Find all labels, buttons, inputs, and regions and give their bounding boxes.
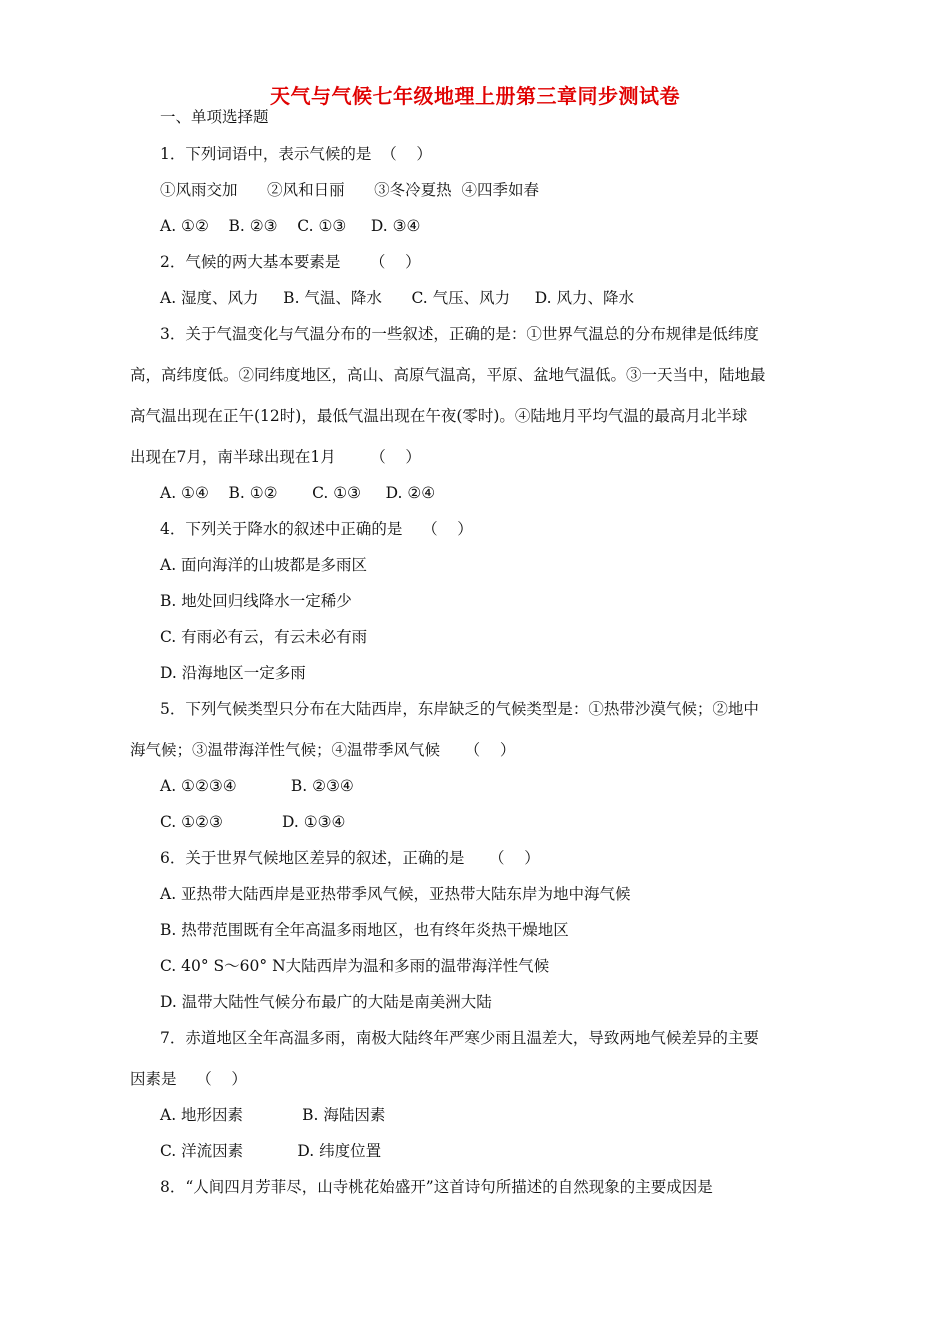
question-6: 6．关于世界气候地区差异的叙述，正确的是 （ ） — [160, 849, 540, 867]
question-4-option-a: A. 面向海洋的山坡都是多雨区 — [160, 556, 368, 574]
question-1-options: A. ①② B. ②③ C. ①③ D. ③④ — [160, 217, 421, 235]
question-5-line-1: 5．下列气候类型只分布在大陆西岸，东岸缺乏的气候类型是：①热带沙漠气候；②地中 — [160, 700, 759, 718]
question-4-option-b: B. 地处回归线降水一定稀少 — [160, 592, 352, 610]
question-5-line-2: 海气候；③温带海洋性气候；④温带季风气候 （ ） — [130, 741, 516, 759]
question-7-line-2: 因素是 （ ） — [130, 1070, 247, 1088]
question-7-line-1: 7．赤道地区全年高温多雨，南极大陆终年严寒少雨且温差大，导致两地气候差异的主要 — [160, 1029, 759, 1047]
question-4-option-d: D. 沿海地区一定多雨 — [160, 664, 306, 682]
question-8: 8．“人间四月芳菲尽，山寺桃花始盛开”这首诗句所描述的自然现象的主要成因是 — [160, 1178, 713, 1196]
question-6-option-b: B. 热带范围既有全年高温多雨地区，也有终年炎热干燥地区 — [160, 921, 569, 939]
section-heading: 一、单项选择题 — [160, 108, 269, 126]
question-7-options-ab: A. 地形因素 B. 海陆因素 — [160, 1106, 386, 1124]
question-5-options-ab: A. ①②③④ B. ②③④ — [160, 777, 354, 795]
document-title: 天气与气候七年级地理上册第三章同步测试卷 — [270, 84, 680, 108]
question-2-options: A. 湿度、风力 B. 气温、降水 C. 气压、风力 D. 风力、降水 — [160, 289, 635, 307]
question-1: 1．下列词语中，表示气候的是 （ ） — [160, 145, 432, 163]
question-3-line-2: 高，高纬度低。②同纬度地区，高山、高原气温高，平原、盆地气温低。③一天当中，陆地最 — [130, 366, 766, 384]
question-4: 4．下列关于降水的叙述中正确的是 （ ） — [160, 520, 473, 538]
question-6-option-a: A. 亚热带大陆西岸是亚热带季风气候，亚热带大陆东岸为地中海气候 — [160, 885, 631, 903]
question-3-options: A. ①④ B. ①② C. ①③ D. ②④ — [160, 484, 436, 502]
question-3-line-3: 高气温出现在正午(12时)，最低气温出现在午夜(零时)。④陆地月平均气温的最高月北半球 — [130, 407, 748, 425]
question-6-option-d: D. 温带大陆性气候分布最广的大陆是南美洲大陆 — [160, 993, 492, 1011]
question-4-option-c: C. 有雨必有云，有云未必有雨 — [160, 628, 368, 646]
question-6-option-c: C. 40° S～60° N大陆西岸为温和多雨的温带海洋性气候 — [160, 957, 550, 975]
question-5-options-cd: C. ①②③ D. ①③④ — [160, 813, 346, 831]
question-3-line-1: 3．关于气温变化与气温分布的一些叙述，正确的是：①世界气温总的分布规律是低纬度 — [160, 325, 759, 343]
question-3-line-4: 出现在7月，南半球出现在1月 （ ） — [130, 448, 421, 466]
question-7-options-cd: C. 洋流因素 D. 纬度位置 — [160, 1142, 382, 1160]
question-1-items: ①风雨交加 ②风和日丽 ③冬冷夏热 ④四季如春 — [160, 181, 539, 199]
question-2: 2．气候的两大基本要素是 （ ） — [160, 253, 421, 271]
